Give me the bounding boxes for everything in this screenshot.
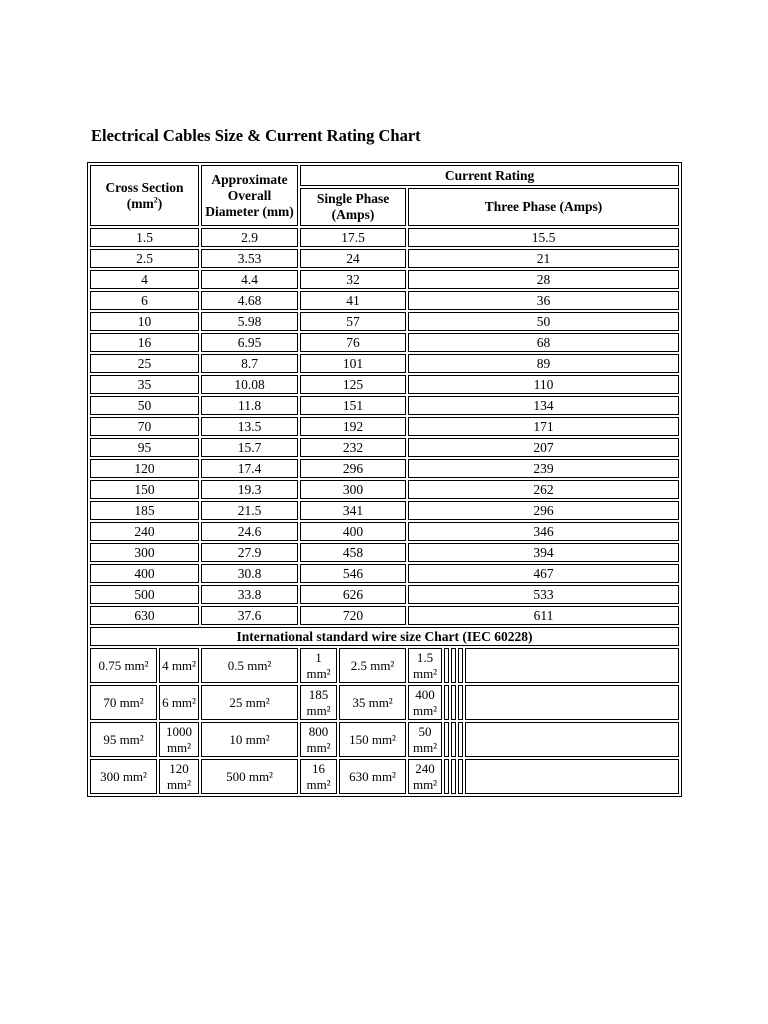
single-phase-cell: 400 (300, 522, 406, 541)
three-phase-cell: 533 (408, 585, 679, 604)
single-phase-cell: 41 (300, 291, 406, 310)
wire-size-cell: 300 mm² (90, 759, 157, 794)
wire-size-cell: 50 mm² (408, 722, 442, 757)
table-row (90, 522, 679, 541)
wire-size-cell: 35 mm² (339, 685, 406, 720)
diameter-cell: 30.8 (201, 564, 298, 583)
table-row (90, 438, 679, 457)
diameter-cell: 17.4 (201, 459, 298, 478)
iec-section (90, 627, 679, 794)
wire-size-cell: 240 mm² (408, 759, 442, 794)
header-current-rating: Current Rating (300, 165, 679, 186)
empty-cell (444, 685, 449, 720)
table-row (90, 228, 679, 247)
table-header (90, 165, 679, 226)
table-row (90, 417, 679, 436)
three-phase-cell: 110 (408, 375, 679, 394)
table-row (90, 375, 679, 394)
diameter-cell: 21.5 (201, 501, 298, 520)
wire-size-cell: 185 mm² (300, 685, 337, 720)
empty-cell (458, 685, 463, 720)
diameter-cell: 33.8 (201, 585, 298, 604)
three-phase-cell: 134 (408, 396, 679, 415)
single-phase-cell: 57 (300, 312, 406, 331)
cross-section-cell: 25 (90, 354, 199, 373)
single-phase-cell: 296 (300, 459, 406, 478)
page-title: Electrical Cables Size & Current Rating Chart (91, 126, 421, 145)
diameter-cell: 3.53 (201, 249, 298, 268)
wire-size-cell: 630 mm² (339, 759, 406, 794)
header-diameter: Approximate Overall Diameter (mm) (201, 165, 298, 226)
cross-section-cell: 500 (90, 585, 199, 604)
table-row (90, 585, 679, 604)
wire-size-cell: 400 mm² (408, 685, 442, 720)
table-row (90, 396, 679, 415)
cross-section-cell: 300 (90, 543, 199, 562)
single-phase-cell: 458 (300, 543, 406, 562)
wire-size-cell: 95 mm² (90, 722, 157, 757)
wire-size-cell: 2.5 mm² (339, 648, 406, 683)
wire-size-cell: 150 mm² (339, 722, 406, 757)
cross-section-cell: 16 (90, 333, 199, 352)
wire-size-cell: 1000 mm² (159, 722, 199, 757)
empty-cell (444, 722, 449, 757)
three-phase-cell: 171 (408, 417, 679, 436)
three-phase-cell: 28 (408, 270, 679, 289)
cross-section-cell: 1.5 (90, 228, 199, 247)
cross-section-cell: 120 (90, 459, 199, 478)
three-phase-cell: 467 (408, 564, 679, 583)
table-row (90, 291, 679, 310)
three-phase-cell: 68 (408, 333, 679, 352)
wire-size-cell: 500 mm² (201, 759, 298, 794)
empty-cell (451, 759, 456, 794)
cross-section-cell: 95 (90, 438, 199, 457)
empty-cell (465, 722, 679, 757)
diameter-cell: 19.3 (201, 480, 298, 499)
table-row (90, 270, 679, 289)
three-phase-cell: 346 (408, 522, 679, 541)
single-phase-cell: 17.5 (300, 228, 406, 247)
diameter-cell: 4.4 (201, 270, 298, 289)
diameter-cell: 5.98 (201, 312, 298, 331)
three-phase-cell: 262 (408, 480, 679, 499)
wire-size-cell: 16 mm² (300, 759, 337, 794)
table-row (90, 606, 679, 625)
single-phase-cell: 546 (300, 564, 406, 583)
cross-section-cell: 150 (90, 480, 199, 499)
cross-section-cell: 185 (90, 501, 199, 520)
empty-cell (458, 722, 463, 757)
empty-cell (458, 759, 463, 794)
three-phase-cell: 611 (408, 606, 679, 625)
cross-section-cell: 630 (90, 606, 199, 625)
header-single-phase: Single Phase (Amps) (300, 188, 406, 226)
single-phase-cell: 192 (300, 417, 406, 436)
diameter-cell: 24.6 (201, 522, 298, 541)
cross-section-cell: 70 (90, 417, 199, 436)
cross-section-cell: 10 (90, 312, 199, 331)
diameter-cell: 11.8 (201, 396, 298, 415)
empty-cell (465, 685, 679, 720)
wire-size-cell: 0.75 mm² (90, 648, 157, 683)
three-phase-cell: 239 (408, 459, 679, 478)
single-phase-cell: 626 (300, 585, 406, 604)
cross-section-cell: 4 (90, 270, 199, 289)
table-row (90, 501, 679, 520)
wire-size-cell: 1 mm² (300, 648, 337, 683)
cross-section-cell: 6 (90, 291, 199, 310)
diameter-cell: 8.7 (201, 354, 298, 373)
iec-row (90, 759, 679, 794)
diameter-cell: 6.95 (201, 333, 298, 352)
single-phase-cell: 76 (300, 333, 406, 352)
wire-size-cell: 4 mm² (159, 648, 199, 683)
empty-cell (444, 648, 449, 683)
wire-size-cell: 0.5 mm² (201, 648, 298, 683)
wire-size-cell: 25 mm² (201, 685, 298, 720)
wire-size-cell: 1.5 mm² (408, 648, 442, 683)
single-phase-cell: 720 (300, 606, 406, 625)
header-cross-section: Cross Section $(mm^2)$ (90, 165, 199, 226)
empty-cell (458, 648, 463, 683)
cable-rating-table (87, 162, 682, 797)
single-phase-cell: 32 (300, 270, 406, 289)
table-row (90, 564, 679, 583)
diameter-cell: 10.08 (201, 375, 298, 394)
cross-section-cell: 400 (90, 564, 199, 583)
single-phase-cell: 125 (300, 375, 406, 394)
single-phase-cell: 232 (300, 438, 406, 457)
diameter-cell: 13.5 (201, 417, 298, 436)
iec-row (90, 685, 679, 720)
iec-row (90, 648, 679, 683)
header-three-phase: Three Phase (Amps) (408, 188, 679, 226)
three-phase-cell: 21 (408, 249, 679, 268)
diameter-cell: 37.6 (201, 606, 298, 625)
diameter-cell: 4.68 (201, 291, 298, 310)
table-row (90, 543, 679, 562)
three-phase-cell: 50 (408, 312, 679, 331)
three-phase-cell: 296 (408, 501, 679, 520)
wire-size-cell: 6 mm² (159, 685, 199, 720)
single-phase-cell: 24 (300, 249, 406, 268)
table-row (90, 354, 679, 373)
diameter-cell: 15.7 (201, 438, 298, 457)
empty-cell (465, 759, 679, 794)
empty-cell (451, 648, 456, 683)
three-phase-cell: 89 (408, 354, 679, 373)
empty-cell (465, 648, 679, 683)
three-phase-cell: 15.5 (408, 228, 679, 247)
wire-size-cell: 120 mm² (159, 759, 199, 794)
table-row (90, 480, 679, 499)
cross-section-cell: 35 (90, 375, 199, 394)
wire-size-cell: 800 mm² (300, 722, 337, 757)
iec-title: International standard wire size Chart (IEC 60228) (90, 627, 679, 646)
empty-cell (451, 722, 456, 757)
empty-cell (451, 685, 456, 720)
wire-size-cell: 10 mm² (201, 722, 298, 757)
empty-cell (444, 759, 449, 794)
diameter-cell: 2.9 (201, 228, 298, 247)
three-phase-cell: 36 (408, 291, 679, 310)
diameter-cell: 27.9 (201, 543, 298, 562)
single-phase-cell: 300 (300, 480, 406, 499)
iec-row (90, 722, 679, 757)
three-phase-cell: 394 (408, 543, 679, 562)
three-phase-cell: 207 (408, 438, 679, 457)
wire-size-cell: 70 mm² (90, 685, 157, 720)
table-row (90, 312, 679, 331)
single-phase-cell: 151 (300, 396, 406, 415)
cross-section-cell: 50 (90, 396, 199, 415)
table-body (90, 228, 679, 625)
cross-section-cell: 2.5 (90, 249, 199, 268)
single-phase-cell: 341 (300, 501, 406, 520)
table-row (90, 459, 679, 478)
table-row (90, 333, 679, 352)
table-row (90, 249, 679, 268)
cross-section-cell: 240 (90, 522, 199, 541)
single-phase-cell: 101 (300, 354, 406, 373)
